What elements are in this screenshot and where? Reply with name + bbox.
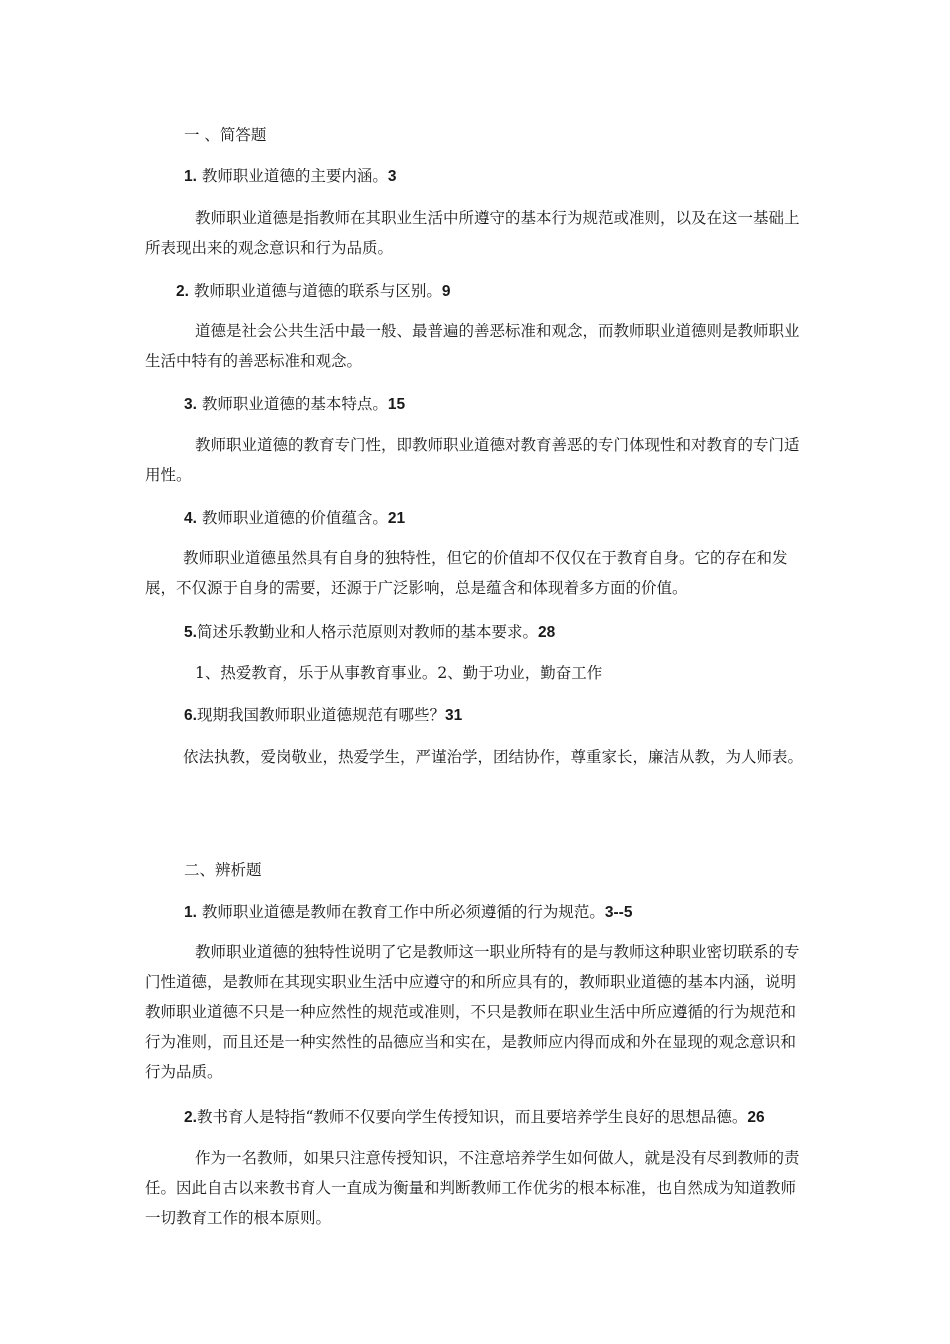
page-reference: 9 (441, 283, 451, 300)
question-1-4 (184, 503, 405, 534)
answer-1-4: 教师职业道德虽然具有自身的独特性，但它的价值却不仅仅在于教育自身。它的存在和发展，不仅源于自身的需要，还源于广泛影响，总是蕴含和体现着多方面的价值。 (145, 549, 788, 597)
question-number: 6. (184, 707, 197, 724)
question-text: 简述乐教勤业和人格示范原则对教师的基本要求。 (196, 623, 538, 641)
question-number: 5. (184, 624, 197, 641)
page-reference: 26 (747, 1109, 765, 1126)
question-1-1 (184, 161, 397, 192)
answer-1-1: 教师职业道德是指教师在其职业生活中所遵守的基本行为规范或准则，以及在这一基础上所表现出来的观念意识和行为品质。 (145, 209, 800, 257)
question-number: 2. (184, 1109, 197, 1126)
question-number: 4. (184, 510, 197, 527)
question-text: 教书育人是特指“教师不仅要向学生传授知识，而且要培养学生良好的思想品德。 (196, 1108, 748, 1126)
page-reference: 15 (387, 396, 406, 413)
question-1-5 (184, 617, 555, 648)
answer-2-1: 教师职业道德的独特性说明了它是教师这一职业所特有的是与教师这种职业密切联系的专门性道德，是教师在其现实职业生活中应遵守的和所应具有的，教师职业道德的基本内涵，说明教师职业道德不只是一种应然性的规范或准则，不只是教师在职业生活中所应遵循的行为规范和行为准则，而且还是一种实然性的品德应当和实在，是教师应内得而成和外在显现的观念意识和行为品质。 (145, 943, 800, 1081)
question-number: 3. (184, 396, 197, 413)
question-1-2 (176, 276, 451, 307)
question-number: 1. (184, 904, 197, 921)
answer-2-2: 作为一名教师，如果只注意传授知识，不注意培养学生如何做人，就是没有尽到教师的责任。因此自古以来教书育人一直成为衡量和判断教师工作优劣的根本标准，也自然成为知道教师一切教育工作的根本原则。 (145, 1149, 800, 1227)
answer-1-2: 道德是社会公共生活中最一般、最普遍的善恶标准和观念，而教师职业道德则是教师职业生活中特有的善恶标准和观念。 (145, 322, 800, 370)
answer-1-6: 依法执教，爱岗敬业，热爱学生，严谨治学，团结协作，尊重家长，廉洁从教，为人师表。 (183, 748, 804, 766)
section-heading-analysis: 二、辨析题 (184, 861, 262, 879)
page-reference: 3--5 (604, 904, 633, 921)
answer-1-5: 1、热爱教育，乐于从事教育事业。2、勤于功业，勤奋工作 (195, 664, 603, 682)
question-1-6 (184, 700, 462, 731)
page-reference: 28 (537, 624, 556, 641)
question-text: 教师职业道德的主要内涵。 (201, 167, 388, 185)
question-text: 教师职业道德的价值蕴含。 (201, 509, 388, 527)
section-heading-short-answer: 一 、简答题 (184, 126, 267, 144)
question-text: 教师职业道德的基本特点。 (201, 395, 388, 413)
page-reference: 3 (387, 168, 397, 185)
answer-1-3: 教师职业道德的教育专门性，即教师职业道德对教育善恶的专门体现性和对教育的专门适用性。 (145, 436, 800, 484)
question-number: 1. (184, 168, 197, 185)
question-text: 教师职业道德与道德的联系与区别。 (193, 282, 442, 300)
question-number: 2. (176, 283, 189, 300)
question-1-3 (184, 389, 405, 420)
question-2-2 (184, 1102, 765, 1133)
page-reference: 21 (387, 510, 406, 527)
question-text: 现期我国教师职业道德规范有哪些？ (196, 706, 445, 724)
question-2-1 (184, 897, 632, 928)
page-reference: 31 (444, 707, 463, 724)
question-text: 教师职业道德是教师在教育工作中所必须遵循的行为规范。 (201, 903, 605, 921)
